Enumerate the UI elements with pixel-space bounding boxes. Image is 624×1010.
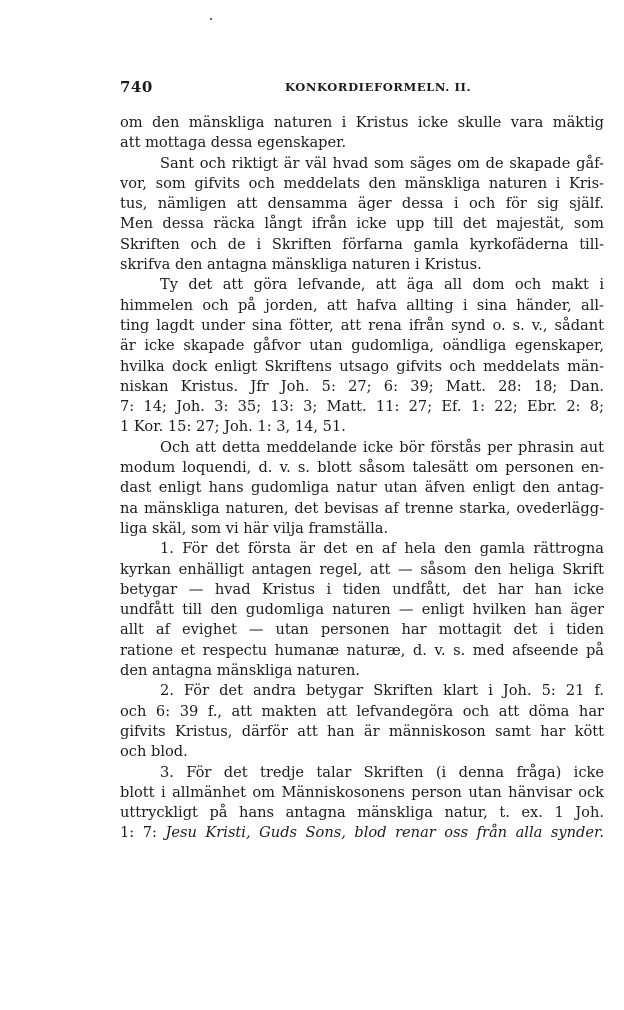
text-line: modum loquendi, d. v. s. blott såsom talesätt om personen en- [120, 459, 604, 477]
text-line: uttryckligt på hans antagna mänskliga natur, t. ex. 1 Joh. [120, 804, 604, 822]
text-line: ratione et respectu humanæ naturæ, d. v. s. med afseende på [120, 641, 604, 659]
text-line: och 6: 39 f., att makten att lefvandegöra och att döma har [120, 702, 604, 720]
text-line: liga skäl, som vi här vilja framställa. [120, 519, 389, 537]
text-line: Och att detta meddelande icke bör förstås per phrasin aut [160, 438, 604, 456]
text-line: ting lagdt under sina fötter, att rena ifrån synd o. s. v., sådant [120, 316, 604, 334]
text-line: 1. För det första är det en af hela den gamla rättrogna [160, 540, 604, 558]
text-line: himmelen och på jorden, att hafva allting i sina händer, all- [120, 296, 604, 314]
citation-reference: 1: 7: [120, 824, 166, 842]
text-line: gifvits Kristus, därför att han är människoson samt har kött [120, 722, 604, 740]
text-line: 7: 14; Joh. 3: 35; 13: 3; Matt. 11: 27; Ef. 1: 22; Ebr. 2: 8; [120, 398, 604, 416]
text-line: om den mänskliga naturen i Kristus icke skulle vara mäktig [120, 114, 604, 131]
text-line: 2. För det andra betygar Skriften klart i Joh. 5: 21 f. [160, 682, 604, 700]
text-line: vor, som gifvits och meddelats den mänskliga naturen i Kris- [120, 174, 604, 192]
text-line: hvilka dock enligt Skriftens utsago gifvits och meddelats män- [120, 357, 604, 375]
text-line: kyrkan enhälligt antagen regel, att — såsom den heliga Skrift [120, 560, 604, 578]
text-line: och blod. [120, 743, 188, 761]
text-line: blott i allmänhet om Människosonens person utan hänvisar ock [120, 783, 604, 801]
body-text [120, 113, 604, 844]
page-number: 740 [120, 78, 153, 96]
text-line: betygar — hvad Kristus i tiden undfått, det har han icke [120, 580, 604, 598]
running-title: KONKORDIEFORMELN. II. [285, 80, 472, 94]
text-line: 3. För det tredje talar Skriften (i denna fråga) icke [160, 763, 604, 781]
text-line: undfått till den gudomliga naturen — enligt hvilken han äger [120, 601, 604, 619]
text-line: Sant och riktigt är väl hvad som säges om de skapade gåf- [160, 154, 604, 172]
text-line: na mänskliga naturen, det bevisas af trenne starka, ovederlägg- [120, 499, 604, 517]
text-line: att mottaga dessa egenskaper. [120, 134, 347, 152]
text-line: niskan Kristus. Jfr Joh. 5: 27; 6: 39; Matt. 28: 18; Dan. [120, 377, 604, 395]
text-line: den antagna mänskliga naturen. [120, 662, 361, 680]
text-line: allt af evighet — utan personen har mottagit det i tiden [120, 621, 604, 639]
text-line: Skriften och de i Skriften förfarna gamla kyrkofäderna till- [120, 235, 604, 253]
text-line: Ty det att göra lefvande, att äga all dom och makt i [160, 276, 604, 294]
text-line: är icke skapade gåfvor utan gudomliga, oändliga egenskaper, [120, 337, 604, 355]
citation-quote: Jesu Kristi, Guds Sons, blod renar oss från alla synder. [165, 824, 604, 842]
text-line: 1 Kor. 15: 27; Joh. 1: 3, 14, 51. [120, 418, 346, 436]
print-speck [210, 18, 212, 20]
text-line: skrifva den antagna mänskliga naturen i Kristus. [120, 256, 482, 274]
text-line-citation [120, 823, 604, 843]
text-line: dast enligt hans gudomliga natur utan äfven enligt den antag- [120, 479, 604, 497]
page-header [120, 78, 610, 100]
text-line: Men dessa räcka långt ifrån icke upp till det majestät, som [120, 215, 604, 233]
text-line: tus, nämligen att densamma äger dessa i och för sig själf. [120, 195, 604, 213]
